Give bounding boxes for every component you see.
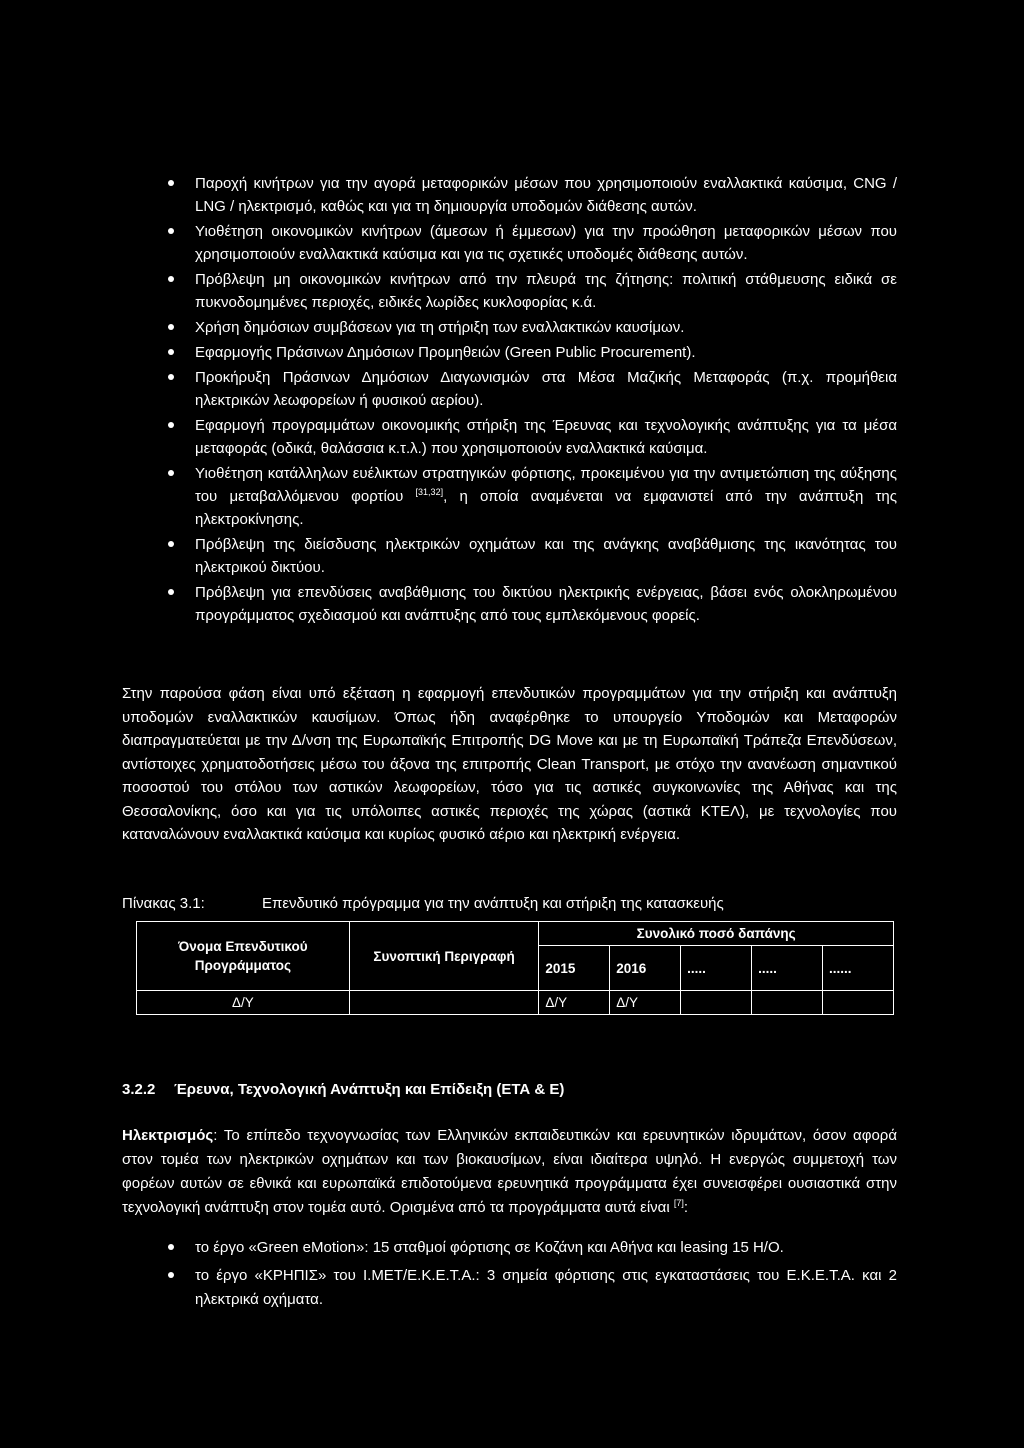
- investment-table: [136, 921, 894, 1015]
- col-header-total: Συνολικό ποσό δαπάνης: [539, 922, 894, 946]
- list-item: Υιοθέτηση κατάλληλων ευέλικτων στρατηγικών φόρτισης, προκειμένου για την αντιμετώπιση της αύξησης του μεταβαλλόμενου φορτίου [31,32], η οποία αναμένεται να εμφανιστεί από την ανάπτυξη της ηλεκτροκίνησης.: [195, 462, 897, 531]
- bullet-icon: [168, 180, 174, 186]
- table-cell: Δ/Υ: [610, 991, 681, 1015]
- bullet-icon: [168, 276, 174, 282]
- list-item: Πρόβλεψη της διείσδυσης ηλεκτρικών οχημάτων και της ανάγκης αναβάθμισης της ικανότητας του ηλεκτρικού δικτύου.: [195, 533, 897, 579]
- section-heading: [122, 1078, 564, 1101]
- table-caption: [122, 892, 897, 915]
- list-item: Παροχή κινήτρων για την αγορά μεταφορικών μέσων που χρησιμοποιούν εναλλακτικά καύσιμα, CNG / LNG / ηλεκτρισμό, καθώς και για τη δημιουργία υποδομών διάθεσης αυτών.: [195, 172, 897, 218]
- bullet-icon: [168, 374, 174, 380]
- citation: [7]: [673, 1198, 684, 1208]
- bullet-icon: [168, 1244, 174, 1250]
- table-cell: [349, 991, 539, 1015]
- table-caption-label: Πίνακας 3.1:: [122, 895, 205, 912]
- bullet-icon: [168, 470, 174, 476]
- table-cell: [823, 991, 894, 1015]
- list-item: Εφαρμογή προγραμμάτων οικονομικής στήριξη της Έρευνας και τεχνολογικής ανάπτυξης για τα μέσα μεταφοράς (οδικά, θαλάσσια κ.τ.λ.) που χρησιμοποιούν εναλλακτικά καύσιμα.: [195, 414, 897, 460]
- body-paragraph: Ηλεκτρισμός: Το επίπεδο τεχνογνωσίας των Ελληνικών εκπαιδευτικών και ερευνητικών ιδρυμάτων, όσον αφορά στον τομέα των ηλεκτρικών οχημάτων και των βιοκαυσίμων, είναι ιδιαίτερα υψηλό. Η ενεργώς συμμετοχή των φορέων αυτών σε εθνικά και ευρωπαϊκά επιδοτούμενα ερευνητικά προγράμματα έχει συνεισφέρει ουσιαστικά στην τεχνολογική ανάπτυξη στον τομέα αυτό. Ορισμένα από τα προγράμματα αυτά είναι [7]:: [122, 1127, 897, 1216]
- list-item: Εφαρμογής Πράσινων Δημόσιων Προμηθειών (Green Public Procurement).: [195, 341, 897, 364]
- section-title: Έρευνα, Τεχνολογική Ανάπτυξη και Επίδειξη (ΕΤΑ & Ε): [174, 1081, 565, 1098]
- body-paragraph: Στην παρούσα φάση είναι υπό εξέταση η εφαρμογή επενδυτικών προγραμμάτων για την στήριξη και ανάπτυξη υποδομών εναλλακτικών καυσίμων. Όπως ήδη αναφέρθηκε το υπουργείο Υποδομών και Μεταφορών διαπραγματεύεται με την Δ/νση της Ευρωπαϊκής Επιτροπής DG Move και με τη Ευρωπαϊκή Τράπεζα Επενδύσεων, αντίστοιχες χρηματοδοτήσεις μέσω του άξονα της επιτροπής Clean Transport, με στόχο την ανανέωση σημαντικού ποσοστού του στόλου των αστικών λεωφορείων, τόσο για τις αστικές συγκοινωνίες της Αθήνας και της Θεσσαλονίκης, όσο και για τις υπόλοιπες αστικές περιοχές της χώρας (αστικά ΚΤΕΛ), με τεχνολογίες που καταναλώνουν εναλλακτικά καύσιμα και κυρίως φυσικό αέριο και ηλεκτρική ενέργεια.: [122, 685, 897, 843]
- year-cell: .....: [681, 946, 752, 991]
- bullet-icon: [168, 228, 174, 234]
- bullet-icon: [168, 422, 174, 428]
- table-cell: Δ/Υ: [137, 991, 350, 1015]
- citation: [31,32]: [415, 487, 444, 497]
- list-item: το έργο «Green eMotion»: 15 σταθμοί φόρτισης σε Κοζάνη και Αθήνα και leasing 15 Η/Ο.: [195, 1236, 897, 1260]
- bullet-icon: [168, 541, 174, 547]
- bullet-icon: [168, 1272, 174, 1278]
- section-number: 3.2.2: [122, 1081, 156, 1098]
- bullet-icon: [168, 349, 174, 355]
- year-cell: 2015: [539, 946, 610, 991]
- year-cell: ......: [823, 946, 894, 991]
- bullet-icon: [168, 324, 174, 330]
- project-bullet-list: [195, 1236, 897, 1316]
- table-caption-text: Επενδυτικό πρόγραμμα για την ανάπτυξη και στήριξη της κατασκευής: [262, 895, 724, 912]
- table-cell: Δ/Υ: [539, 991, 610, 1015]
- list-item: το έργο «ΚΡΗΠΙΣ» του Ι.ΜΕΤ/Ε.Κ.Ε.Τ.Α.: 3 σημεία φόρτισης στις εγκαταστάσεις του Ε.Κ.Ε.Τ.Α. και 2 ηλεκτρικά οχήματα.: [195, 1264, 897, 1312]
- list-item: Υιοθέτηση οικονομικών κινήτρων (άμεσων ή έμμεσων) για την προώθηση μεταφορικών μέσων που χρησιμοποιούν εναλλακτικά καύσιμα και για τις σχετικές υποδομές διάθεσης αυτών.: [195, 220, 897, 266]
- list-item: Προκήρυξη Πράσινων Δημόσιων Διαγωνισμών στα Μέσα Μαζικής Μεταφοράς (π.χ. προμήθεια ηλεκτρικών λεωφορείων ή φυσικού αερίου).: [195, 366, 897, 412]
- policy-bullet-list: [195, 172, 897, 629]
- table-header-row: [137, 922, 894, 946]
- bullet-icon: [168, 589, 174, 595]
- table-cell: [681, 991, 752, 1015]
- table-row: [137, 991, 894, 1015]
- list-item: Πρόβλεψη για επενδύσεις αναβάθμισης του δικτύου ηλεκτρικής ενέργειας, βάσει ενός ολοκληρωμένου προγράμματος σχεδιασμού και ανάπτυξης από τους εμπλεκόμενους φορείς.: [195, 581, 897, 627]
- table-cell: [752, 991, 823, 1015]
- col-header-name: Όνομα Επενδυτικού Προγράμματος: [137, 922, 350, 991]
- list-item: Χρήση δημόσιων συμβάσεων για τη στήριξη των εναλλακτικών καυσίμων.: [195, 316, 897, 339]
- paragraph-lead: Ηλεκτρισμός: [122, 1127, 214, 1144]
- year-cell: 2016: [610, 946, 681, 991]
- year-cell: .....: [752, 946, 823, 991]
- list-item: Πρόβλεψη μη οικονομικών κινήτρων από την πλευρά της ζήτησης: πολιτική στάθμευσης ειδικά σε πυκνοδομημένες περιοχές, ειδικές λωρίδες κυκλοφορίας κ.ά.: [195, 268, 897, 314]
- col-header-desc: Συνοπτική Περιγραφή: [349, 922, 539, 991]
